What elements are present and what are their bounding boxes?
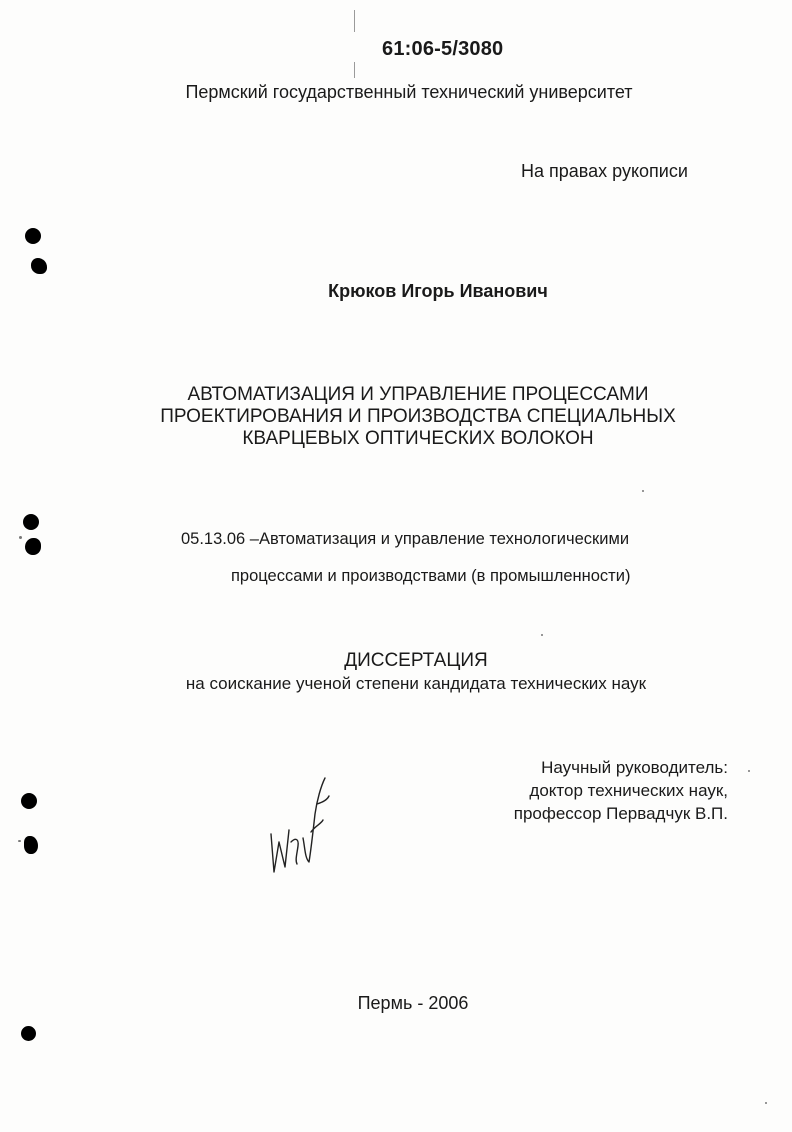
advisor-name: профессор Первадчук В.П. [513,804,728,823]
binder-hole-icon [21,793,37,809]
dissertation-title [0,384,792,450]
scan-speck [541,634,543,636]
scan-speck [765,1102,767,1104]
author-name: Крюков Игорь Иванович [328,281,548,301]
registry-code: 61:06-5/3080 [382,38,504,60]
dissertation-subtitle: на соискание ученой степени кандидата технических наук [185,674,647,693]
scan-speck [748,770,750,772]
rights-note: На правах рукописи [521,161,688,181]
university-name: Пермский государственный технический университет [185,82,633,102]
dissertation-heading: ДИССЕРТАЦИЯ [344,650,488,671]
specialty-line-1: 05.13.06 –Автоматизация и управление технологическими [181,530,630,548]
advisor-block [490,756,728,825]
advisor-role: Научный руководитель: [541,758,728,777]
scan-speck [642,490,644,492]
specialty-line-2: процессами и производствами (в промышленности) [231,567,631,585]
binder-hole-icon [21,1026,36,1041]
scan-speck [19,536,22,539]
signature-icon [265,772,337,882]
scan-artifact-line-top [354,10,355,32]
binder-hole-icon [31,258,47,274]
title-line-2: ПРОЕКТИРОВАНИЯ И ПРОИЗВОДСТВА СПЕЦИАЛЬНЫХ [160,406,676,427]
advisor-degree: доктор технических наук, [529,781,728,800]
title-line-1: АВТОМАТИЗАЦИЯ И УПРАВЛЕНИЕ ПРОЦЕССАМИ [187,384,649,405]
scan-artifact-line-bottom [354,62,355,78]
title-line-3: КВАРЦЕВЫХ ОПТИЧЕСКИХ ВОЛОКОН [242,428,594,449]
scan-speck [18,840,21,842]
binder-hole-icon [24,836,38,854]
city-year: Пермь - 2006 [357,993,469,1013]
binder-hole-icon [25,538,41,555]
binder-hole-icon [25,228,41,244]
binder-hole-icon [23,514,39,530]
